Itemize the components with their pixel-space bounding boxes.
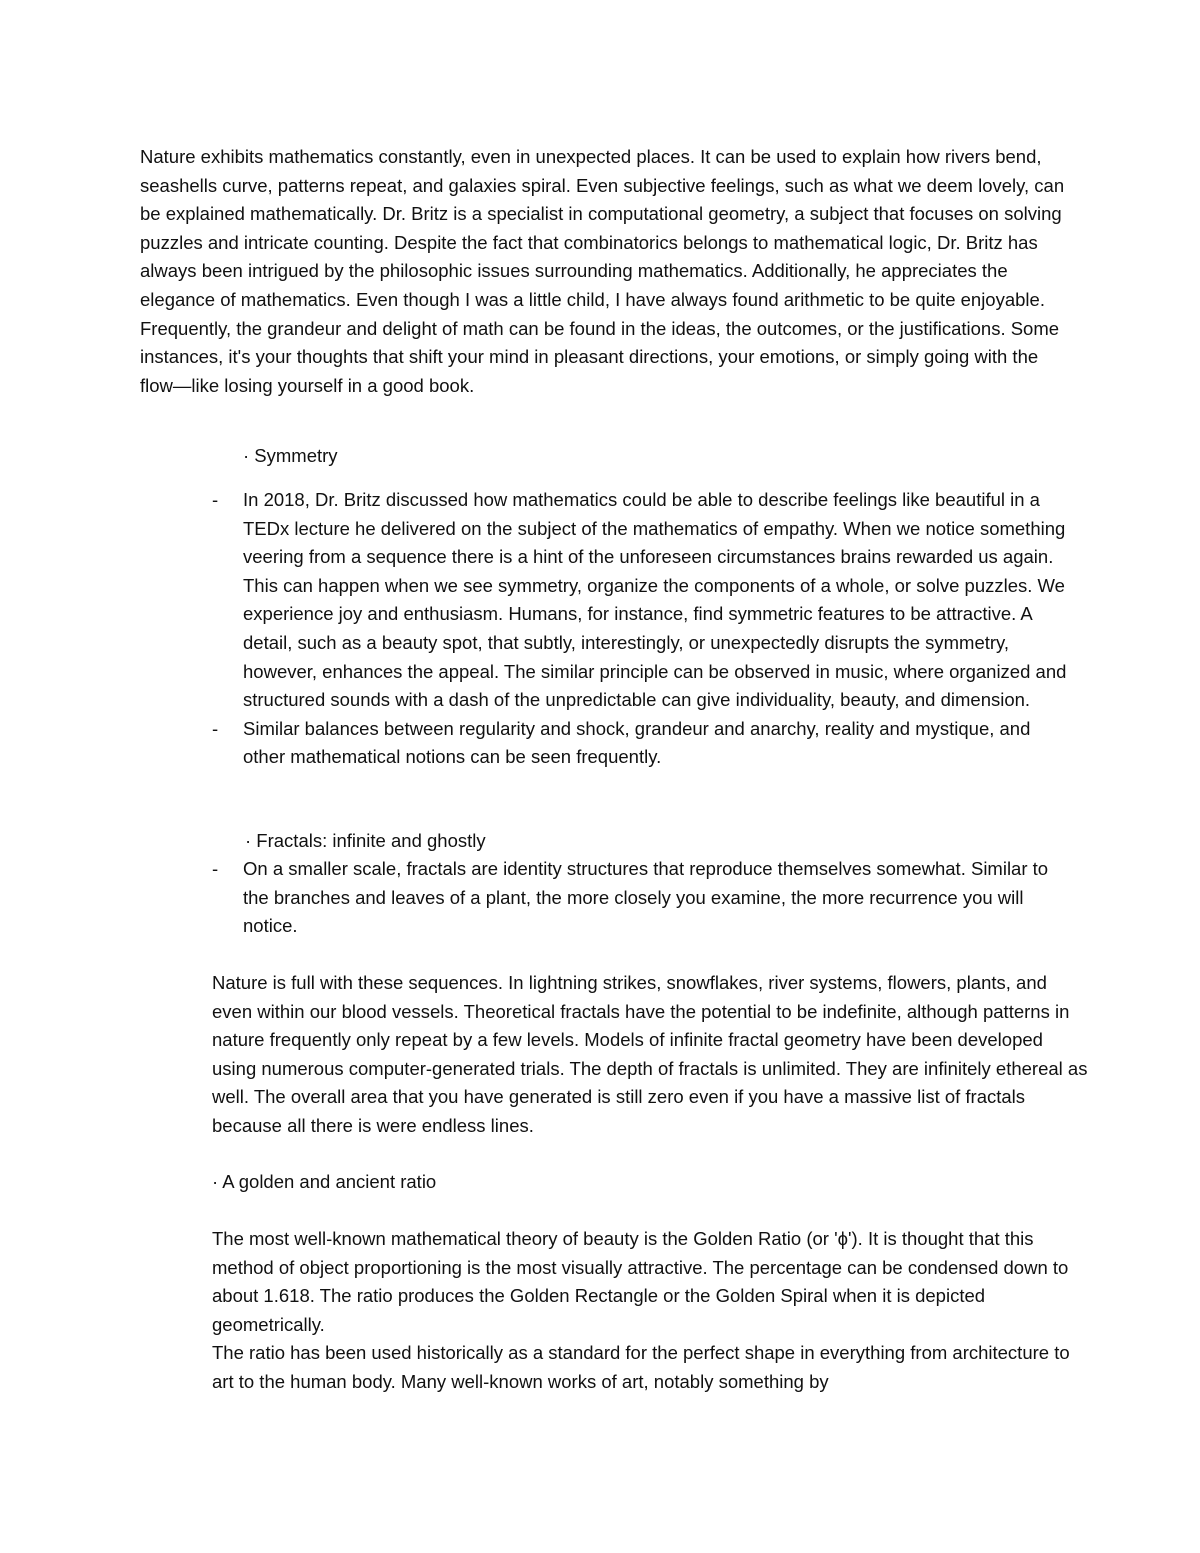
dash-bullet: - — [212, 858, 219, 879]
symmetry-heading: · Symmetry — [243, 445, 338, 466]
dash-bullet: - — [212, 717, 219, 739]
fractals-list — [212, 855, 1072, 941]
symmetry-list — [212, 486, 1072, 772]
intro-paragraph: Nature exhibits mathematics constantly, even in unexpected places. It can be used to explain how rivers bend, seashells curve, patterns repeat, and galaxies spiral. Even subjective feelings, such as what we deem lovely, can be explained mathematically. Dr. Britz is a specialist in computational geometry, a subject that focuses on solving puzzles and intricate counting. Despite the fact that combinatorics belongs to mathematical logic, Dr. Britz has always been intrigued by the philosophic issues surrounding mathematics. Additionally, he appreciates the elegance of mathematics. Even though I was a little child, I have always found arithmetic to be quite enjoyable. Frequently, the grandeur and delight of math can be found in the ideas, the outcomes, or the justifications. Some instances, it's your thoughts that shift your mind in pleasant directions, your emotions, or simply going with the flow—like losing yourself in a good book. — [140, 146, 1065, 396]
fractals-paragraph: Nature is full with these sequences. In lightning strikes, snowflakes, river systems, flowers, plants, and even within our blood vessels. Theoretical fractals have the potential to be indefinite, although patterns in nature frequently only repeat by a few levels. Models of infinite fractal geometry have been developed using numerous computer-generated trials. The depth of fractals is unlimited. They are infinitely ethereal as well. The overall area that you have generated is still zero even if you have a massive list of fractals because all there is were endless lines. — [212, 972, 1088, 1136]
fractals-heading: · Fractals: infinite and ghostly — [245, 830, 486, 851]
dash-bullet: - — [212, 489, 219, 510]
golden-ratio-paragraph-1: The most well-known mathematical theory of beauty is the Golden Ratio (or 'ϕ'). It is thought that this method of object proportioning is the most visually attractive. The percentage can be condensed down to about 1.618. The ratio produces the Golden Rectangle or the Golden Spiral when it is depicted geometrically. — [212, 1228, 1069, 1335]
golden-ratio-paragraph-2: The ratio has been used historically as a standard for the perfect shape in everything from architecture to art to the human body. Many well-known works of art, notably something by — [212, 1342, 1070, 1392]
list-item-text: On a smaller scale, fractals are identity structures that reproduce themselves somewhat. Similar to the branches and leaves of a plant, the more closely you examine, the more recurrence you will notice. — [243, 858, 1049, 937]
list-item — [212, 486, 1072, 715]
golden-ratio-section — [212, 1225, 1092, 1397]
list-item — [212, 855, 1072, 941]
list-item-text: In 2018, Dr. Britz discussed how mathematics could be able to describe feelings like beautiful in a TEDx lecture he delivered on the subject of the mathematics of empathy. When we notice something veering from a sequence there is a hint of the unforeseen circumstances brains rewarded us again. This can happen when we see symmetry, organize the components of a whole, or solve puzzles. We experience joy and enthusiasm. Humans, for instance, find symmetric features to be attractive. A detail, such as a beauty spot, that subtly, interestingly, or unexpectedly disrupts the symmetry, however, enhances the appeal. The similar principle can be observed in music, where organized and structured sounds with a dash of the unpredictable can give individuality, beauty, and dimension. — [243, 489, 1067, 711]
list-item — [212, 715, 1072, 772]
golden-ratio-heading: · A golden and ancient ratio — [212, 1171, 437, 1192]
list-item-text: Similar balances between regularity and shock, grandeur and anarchy, reality and mystique, and other mathematical notions can be seen frequently. — [243, 717, 1031, 768]
